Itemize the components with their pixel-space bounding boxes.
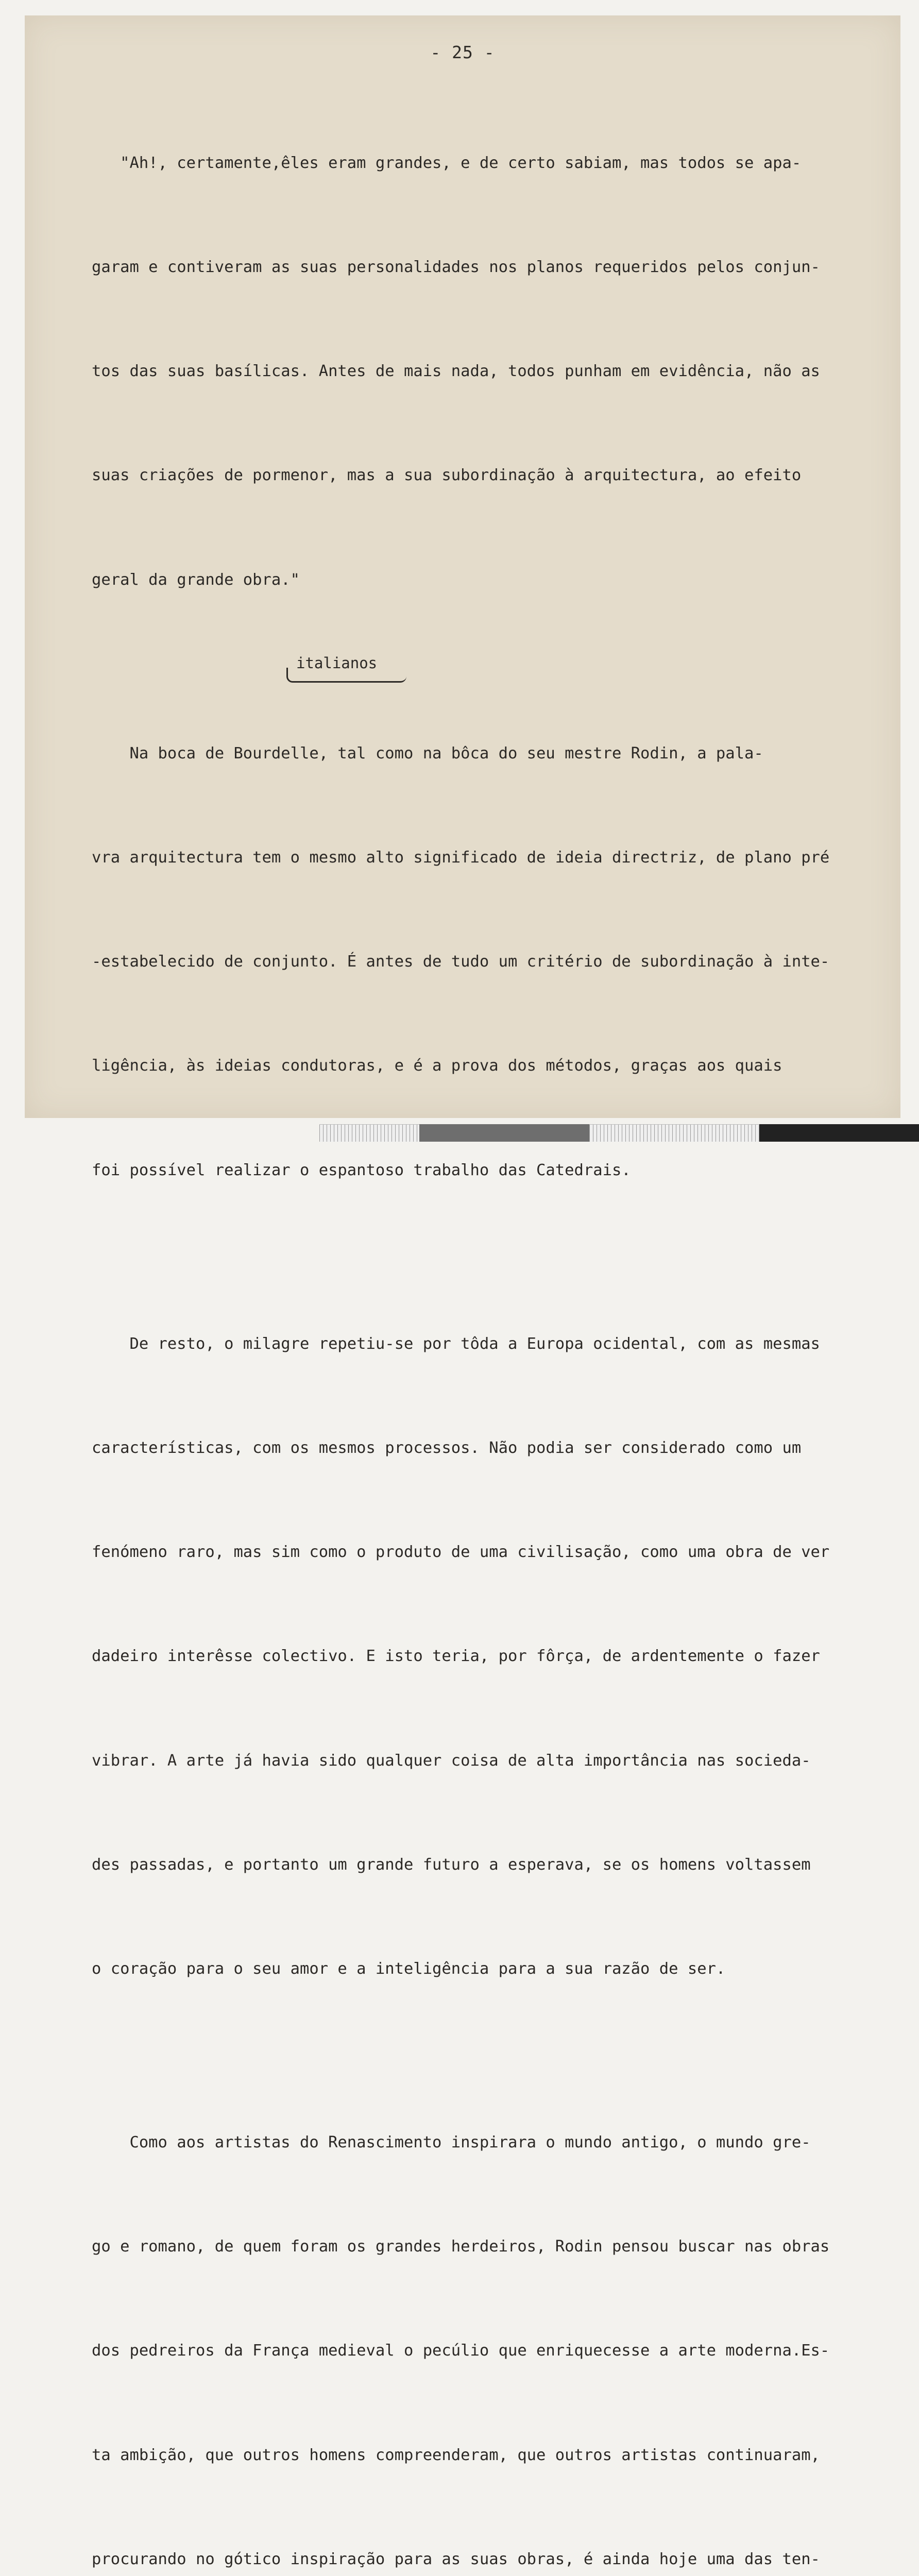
text-line: De resto, o milagre repetiu-se por tôda a Europa ocidental, com as mesmas bbox=[92, 1334, 820, 1353]
text-line: dadeiro interêsse colectivo. E isto teria, por fôrça, de ardentemente o fazer bbox=[92, 1647, 820, 1666]
text-line: procurando no gótico inspiração para as suas obras, é ainda hoje uma das ten- bbox=[92, 2550, 820, 2568]
scan-calibration-strip bbox=[319, 1124, 919, 1142]
black-swatch bbox=[759, 1124, 919, 1142]
text-line: ta ambição, que outros homens compreenderam, que outros artistas continuaram, bbox=[92, 2446, 820, 2464]
text-line: geral da grande obra." bbox=[92, 570, 300, 589]
text-line: go e romano, de quem foram os grandes herdeiros, Rodin pensou buscar nas obras bbox=[92, 2238, 830, 2256]
text-line: dos pedreiros da França medieval o pecúlio que enriquecesse a arte moderna.Es- bbox=[92, 2342, 830, 2360]
text-line: vibrar. A arte já havia sido qualquer coisa de alta importância nas socieda- bbox=[92, 1751, 811, 1770]
ruler-scale bbox=[589, 1124, 759, 1142]
document-page bbox=[25, 15, 900, 2568]
text-line: vra arquitectura tem o mesmo alto significado de ideia directriz, de plano pré bbox=[92, 848, 830, 867]
handwritten-insertion: italianos bbox=[296, 654, 378, 672]
paragraph-4 bbox=[92, 2056, 847, 2576]
text-line: ligência, às ideias condutoras, e é a prova dos métodos, graças aos quais bbox=[92, 1057, 782, 1075]
text-line: fenómeno raro, mas sim como o produto de uma civilisação, como uma obra de ver bbox=[92, 1543, 830, 1562]
ruler-scale bbox=[319, 1124, 419, 1142]
text-line: -estabelecido de conjunto. É antes de tudo um critério de subordinação à inte- bbox=[92, 953, 830, 971]
text-line: o coração para o seu amor e a inteligência para a sua razão de ser. bbox=[92, 1959, 726, 1978]
page-number: - 25 - bbox=[430, 42, 495, 62]
text-line: suas criações de pormenor, mas a sua subordinação à arquitectura, ao efeito bbox=[92, 466, 802, 485]
text-line: des passadas, e portanto um grande futuro a esperava, se os homens voltassem bbox=[92, 1855, 811, 1874]
text-line: garam e contiveram as suas personalidades nos planos requeridos pelos conjun- bbox=[92, 258, 820, 277]
text-line: características, com os mesmos processos. Não podia ser considerado como um bbox=[92, 1438, 802, 1457]
text-line: Na boca de Bourdelle, tal como na bôca do seu mestre Rodin, a pala- bbox=[92, 744, 763, 762]
body-text bbox=[92, 76, 847, 2576]
paragraph-2 bbox=[92, 667, 847, 1257]
text-line: "Ah!, certamente,êles eram grandes, e de certo sabiam, mas todos se apa- bbox=[92, 154, 802, 172]
gray-swatch bbox=[419, 1124, 589, 1142]
text-line: Como aos artistas do Renascimento inspirara o mundo antigo, o mundo gre- bbox=[92, 2133, 811, 2151]
text-line: foi possível realizar o espantoso trabalho das Catedrais. bbox=[92, 1161, 631, 1179]
paragraph-1 bbox=[92, 76, 847, 667]
paragraph-3 bbox=[92, 1257, 847, 2056]
text-line: tos das suas basílicas. Antes de mais nada, todos punham em evidência, não as bbox=[92, 362, 820, 381]
